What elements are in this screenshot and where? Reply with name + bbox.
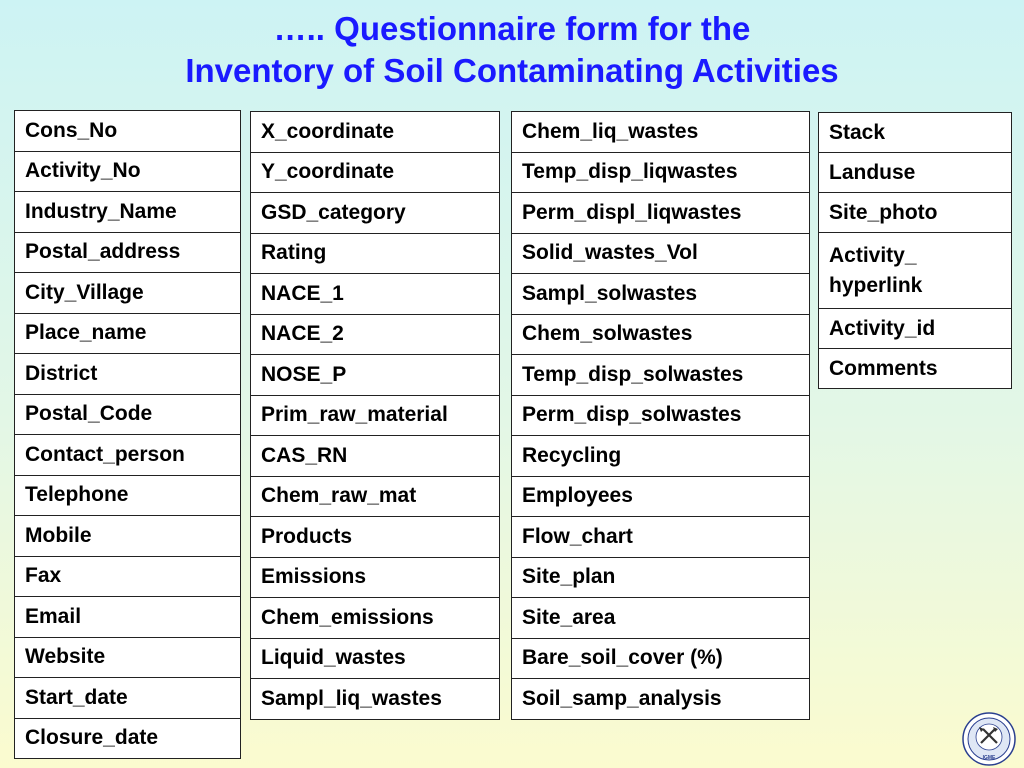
table-row [512, 152, 810, 193]
field-name-cell: Fax [15, 556, 241, 597]
table-row [251, 598, 500, 639]
field-name-cell: Site_area [512, 598, 810, 639]
table-row [512, 355, 810, 396]
table-row [819, 349, 1012, 389]
table-row [512, 476, 810, 517]
table-row [15, 273, 241, 314]
table-row [512, 557, 810, 598]
field-name-cell: Site_photo [819, 193, 1012, 233]
table-row [819, 309, 1012, 349]
field-name-cell: Chem_solwastes [512, 314, 810, 355]
field-name-cell: Temp_disp_liqwastes [512, 152, 810, 193]
field-name-cell: Landuse [819, 153, 1012, 193]
field-name-cell: NOSE_P [251, 355, 500, 396]
field-name-cell: Activity_id [819, 309, 1012, 349]
table-row [251, 193, 500, 234]
table-row [15, 313, 241, 354]
field-name-cell: Activity_ hyperlink [819, 233, 1012, 309]
table-row [512, 314, 810, 355]
field-name-cell: Solid_wastes_Vol [512, 233, 810, 274]
field-name-cell: Closure_date [15, 718, 241, 759]
field-name-cell: Stack [819, 113, 1012, 153]
field-name-cell: Rating [251, 233, 500, 274]
table-row [512, 436, 810, 477]
table-row [15, 435, 241, 476]
field-name-cell: Products [251, 517, 500, 558]
table-row [15, 637, 241, 678]
table-row [512, 274, 810, 315]
institute-seal-icon [962, 712, 1016, 766]
field-name-cell: Sampl_solwastes [512, 274, 810, 315]
seal-text: IGME [982, 755, 996, 761]
field-name-cell: Recycling [512, 436, 810, 477]
table-row [251, 274, 500, 315]
field-name-cell: District [15, 354, 241, 395]
field-name-cell: Perm_disp_solwastes [512, 395, 810, 436]
field-name-cell: Soil_samp_analysis [512, 679, 810, 720]
title-line-1: ….. Questionnaire form for the [273, 10, 751, 47]
table-row [251, 436, 500, 477]
table-row [251, 314, 500, 355]
table-row [15, 597, 241, 638]
table-row [251, 638, 500, 679]
field-name-cell: Sampl_liq_wastes [251, 679, 500, 720]
title-line-2: Inventory of Soil Contaminating Activities [185, 52, 839, 89]
table-row [15, 475, 241, 516]
field-name-cell: Chem_emissions [251, 598, 500, 639]
field-name-cell: Postal_Code [15, 394, 241, 435]
field-name-cell: Comments [819, 349, 1012, 389]
field-name-cell: Mobile [15, 516, 241, 557]
table-row [251, 233, 500, 274]
table-row [251, 557, 500, 598]
field-name-cell: Cons_No [15, 111, 241, 152]
field-name-cell: NACE_1 [251, 274, 500, 315]
page-title [0, 8, 1024, 92]
table-row [251, 679, 500, 720]
field-name-cell: Activity_No [15, 151, 241, 192]
table-row [15, 192, 241, 233]
field-name-cell: Industry_Name [15, 192, 241, 233]
table-row [512, 193, 810, 234]
table-row [15, 516, 241, 557]
field-name-cell: Telephone [15, 475, 241, 516]
field-name-cell: Bare_soil_cover (%) [512, 638, 810, 679]
table-row [15, 394, 241, 435]
table-row [251, 395, 500, 436]
table-row [512, 112, 810, 153]
field-name-cell: CAS_RN [251, 436, 500, 477]
table-row [251, 355, 500, 396]
field-name-cell: NACE_2 [251, 314, 500, 355]
field-name-cell: Y_coordinate [251, 152, 500, 193]
table-row [251, 152, 500, 193]
table-row [819, 113, 1012, 153]
field-name-cell: Email [15, 597, 241, 638]
field-name-cell: Liquid_wastes [251, 638, 500, 679]
field-name-cell: Prim_raw_material [251, 395, 500, 436]
field-name-cell: Contact_person [15, 435, 241, 476]
field-name-cell: GSD_category [251, 193, 500, 234]
table-row [15, 718, 241, 759]
table-row [15, 556, 241, 597]
table-row [251, 112, 500, 153]
field-name-cell: Emissions [251, 557, 500, 598]
field-name-cell: Flow_chart [512, 517, 810, 558]
table-row [819, 193, 1012, 233]
table-row [15, 678, 241, 719]
table-row [15, 151, 241, 192]
field-name-cell: Postal_address [15, 232, 241, 273]
table-row [512, 517, 810, 558]
field-column-3 [511, 111, 810, 720]
field-name-cell: City_Village [15, 273, 241, 314]
field-name-cell: Chem_liq_wastes [512, 112, 810, 153]
table-row [15, 111, 241, 152]
field-name-cell: Site_plan [512, 557, 810, 598]
field-column-4 [818, 112, 1012, 389]
table-row [512, 679, 810, 720]
field-name-cell: Start_date [15, 678, 241, 719]
table-row [512, 395, 810, 436]
table-row [819, 153, 1012, 193]
field-column-1 [14, 110, 241, 759]
field-name-cell: Temp_disp_solwastes [512, 355, 810, 396]
field-name-cell: Website [15, 637, 241, 678]
field-column-2 [250, 111, 500, 720]
field-name-cell: Place_name [15, 313, 241, 354]
field-name-cell: Chem_raw_mat [251, 476, 500, 517]
field-name-cell: Employees [512, 476, 810, 517]
table-row [15, 232, 241, 273]
table-row [251, 476, 500, 517]
field-name-cell: Perm_displ_liqwastes [512, 193, 810, 234]
table-row [819, 233, 1012, 309]
table-row [512, 233, 810, 274]
table-row [15, 354, 241, 395]
table-row [251, 517, 500, 558]
table-row [512, 598, 810, 639]
field-name-cell: X_coordinate [251, 112, 500, 153]
table-row [512, 638, 810, 679]
